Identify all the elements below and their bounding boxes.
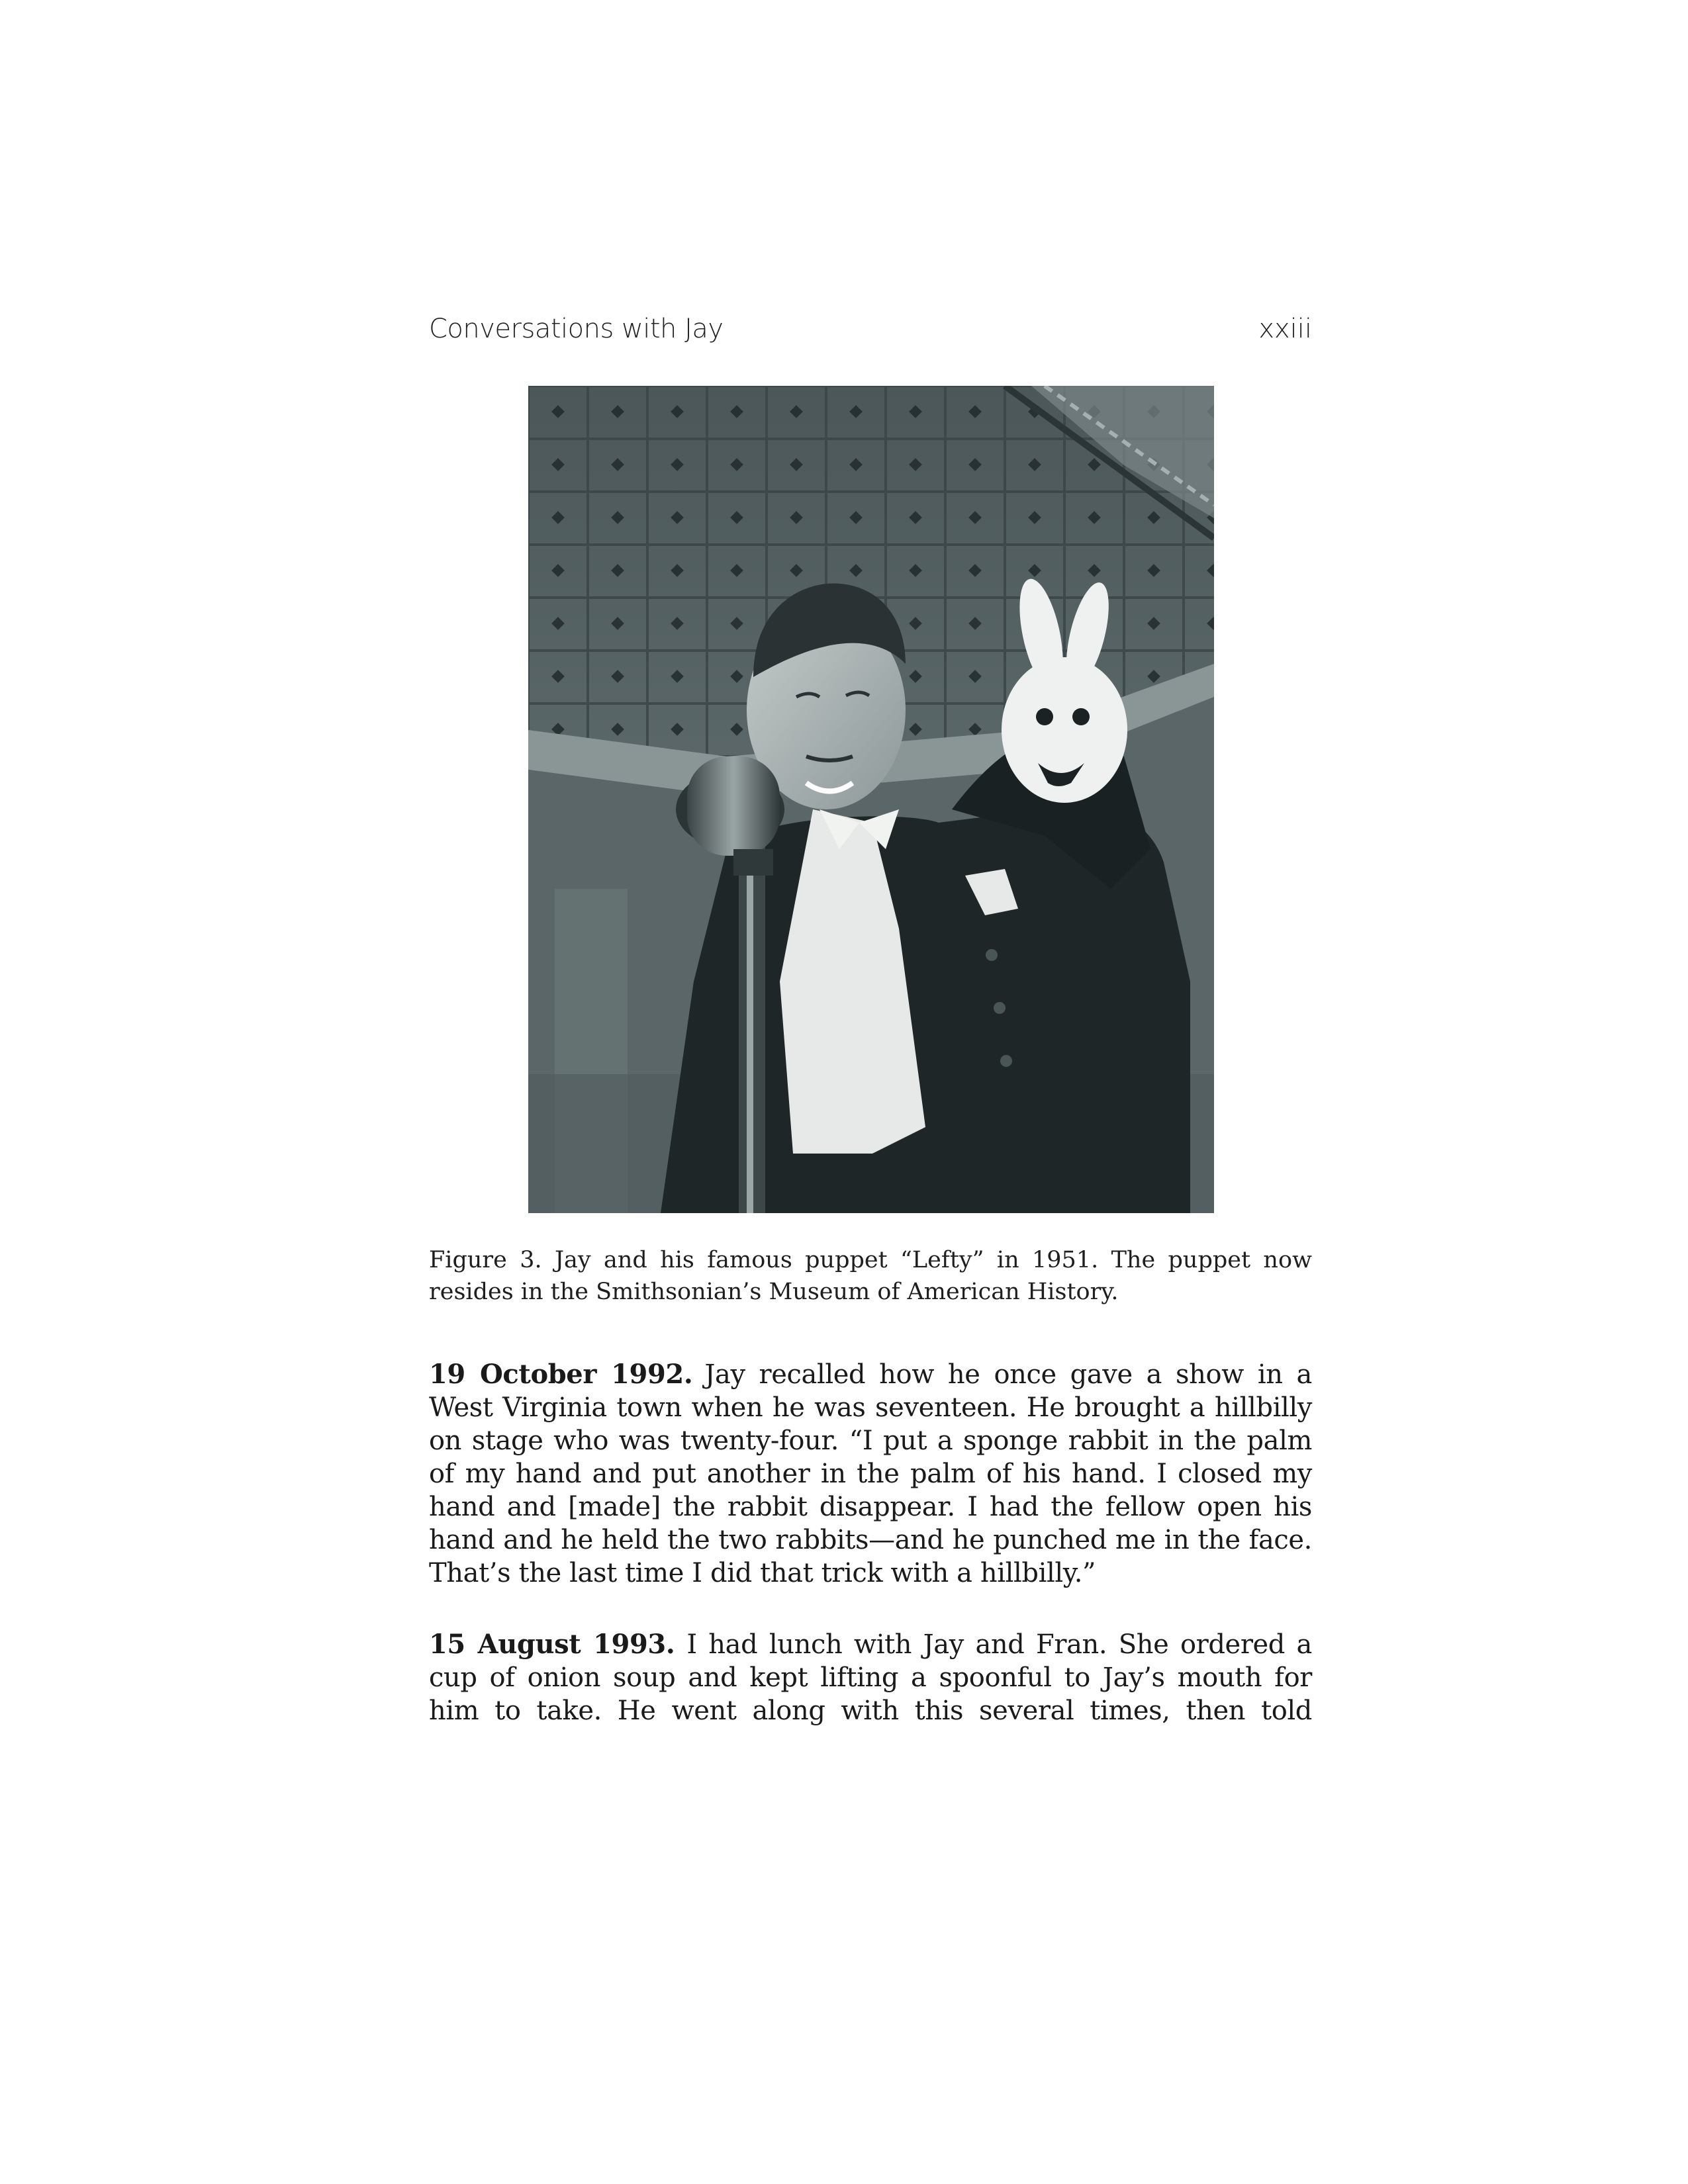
running-head-title: Conversations with Jay bbox=[429, 314, 724, 344]
entry-date: 15 August 1993. bbox=[429, 1629, 675, 1660]
diary-entry bbox=[429, 1628, 1312, 1727]
diary-entry bbox=[429, 1358, 1312, 1590]
page-number: xxiii bbox=[1258, 314, 1312, 344]
entry-text: I had lunch with Jay and Fran. She ordered a cup of onion soup and kept lifting a spoonful to Jay’s mouth for him to take. He went along with this several times, then told bbox=[429, 1629, 1312, 1726]
entry-text: Jay recalled how he once gave a show in a West Virginia town when he was seventeen. He brought a hillbilly on stage who was twenty-four. “I put a sponge rabbit in the palm of my hand and put another in the palm of his hand. I closed my hand and [made] the rabbit disappear. I had the fellow open his hand and he held the two rabbits—and he punched me in the face. That’s the last time I did that trick with a hillbilly.” bbox=[429, 1359, 1313, 1588]
figure-caption: Figure 3. Jay and his famous puppet “Lefty” in 1951. The puppet now resides in the Smithsonian’s Museum of American History. bbox=[429, 1247, 1312, 1305]
running-head bbox=[429, 314, 1312, 353]
entry-date: 19 October 1992. bbox=[429, 1359, 693, 1390]
figure-photo bbox=[528, 386, 1214, 1213]
